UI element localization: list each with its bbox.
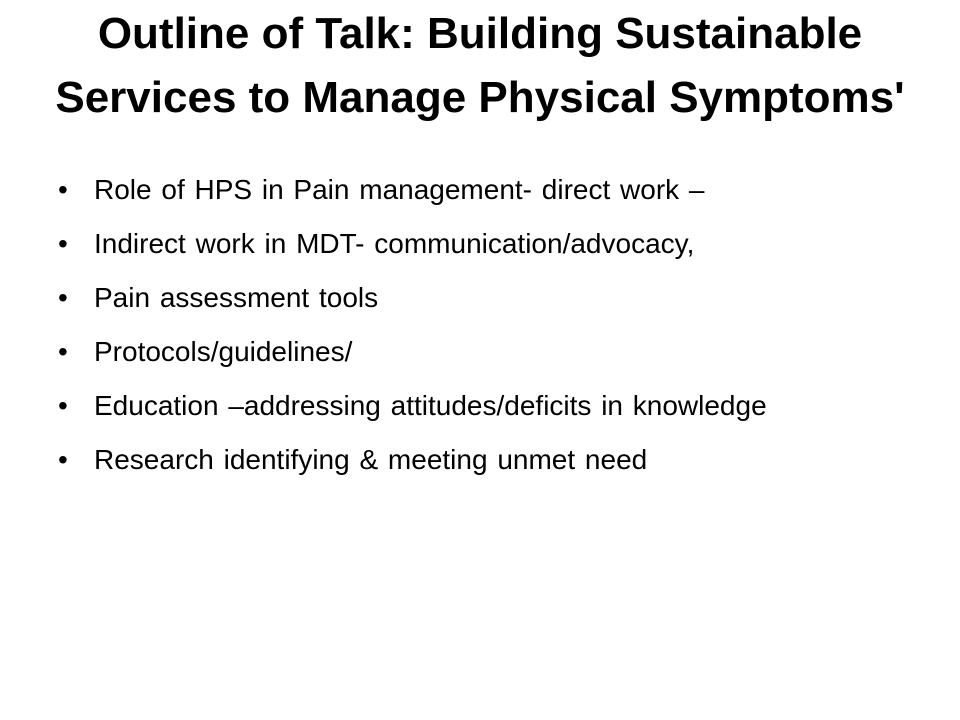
list-item [58,170,918,210]
bullet-icon: • [58,228,68,259]
list-item [58,278,918,318]
list-item [58,440,918,480]
slide-title: Outline of Talk: Building Sustainable Services to Manage Physical Symptoms' [55,9,905,122]
bullet-icon: • [58,390,68,421]
bullet-list [58,170,918,494]
list-item [58,332,918,372]
list-item [58,386,918,426]
bullet-icon: • [58,444,68,475]
bullet-text: Indirect work in MDT- communication/advocacy, [94,228,695,259]
bullet-text: Research identifying & meeting unmet need [94,444,648,475]
bullet-icon: • [58,336,68,367]
bullet-text: Pain assessment tools [94,282,379,313]
bullet-text: Education –addressing attitudes/deficits in knowledge [94,390,767,421]
bullet-icon: • [58,174,68,205]
bullet-text: Role of HPS in Pain management- direct work – [94,174,705,205]
bullet-text: Protocols/guidelines/ [94,336,353,367]
list-item [58,224,918,264]
bullet-icon: • [58,282,68,313]
